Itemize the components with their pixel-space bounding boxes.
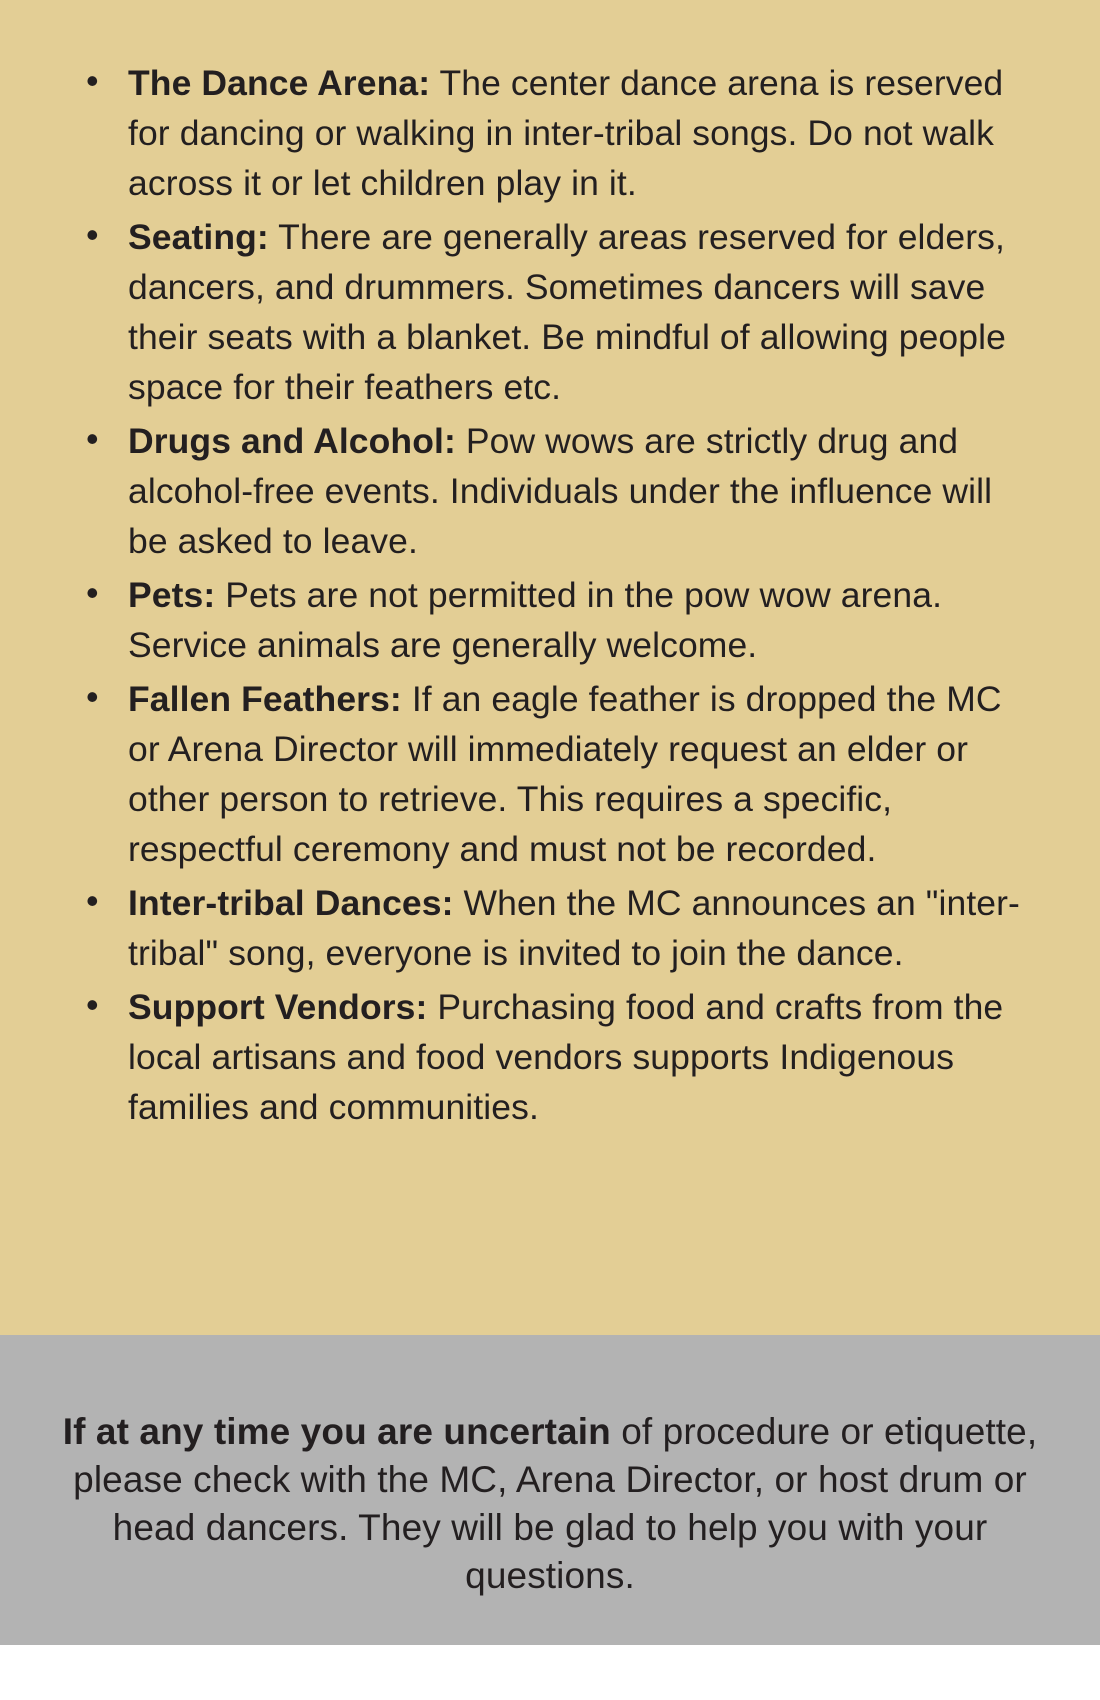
rule-term: The Dance Arena: [128,63,431,103]
footer-body-text: of procedure or etiquette, please check with the MC, Arena Director, or host drum or head dancers. They will be glad to help you with your questions. [73,1411,1038,1596]
list-item [70,570,1040,670]
footer-note-panel [0,1335,1100,1645]
rule-text: If an eagle feather is dropped the MC or Arena Director will immediately request an elder or other person to retrieve. This requires a specific, respectful ceremony and must not be recorded. [128,679,1002,869]
rule-term: Fallen Feathers: [128,679,402,719]
rule-term: Pets: [128,575,216,615]
bottom-strip [0,1645,1100,1700]
rule-term: Seating: [128,217,269,257]
rule-text: Pow wows are strictly drug and alcohol-free events. Individuals under the influence will be asked to leave. [128,421,993,561]
rule-text: Pets are not permitted in the pow wow arena. Service animals are generally welcome. [128,575,943,665]
etiquette-rules-list [70,58,1040,1132]
footer-lead-text: If at any time you are uncertain [62,1411,611,1452]
rule-text: Purchasing food and crafts from the local artisans and food vendors supports Indigenous families and communities. [128,987,1004,1127]
rule-term: Support Vendors: [128,987,428,1027]
list-item [70,878,1040,978]
list-item [70,674,1040,874]
rule-term: Drugs and Alcohol: [128,421,456,461]
list-item [70,212,1040,412]
list-item [70,982,1040,1132]
rule-text: When the MC announces an "inter-tribal" song, everyone is invited to join the dance. [128,883,1020,973]
rule-text: The center dance arena is reserved for dancing or walking in inter-tribal songs. Do not walk across it or let children play in it. [128,63,1004,203]
rule-term: Inter-tribal Dances: [128,883,454,923]
footer-note [60,1408,1040,1600]
rule-text: There are generally areas reserved for elders, dancers, and drummers. Sometimes dancers will save their seats with a blanket. Be mindful of allowing people space for their feathers etc. [128,217,1006,407]
list-item [70,416,1040,566]
list-item [70,58,1040,208]
